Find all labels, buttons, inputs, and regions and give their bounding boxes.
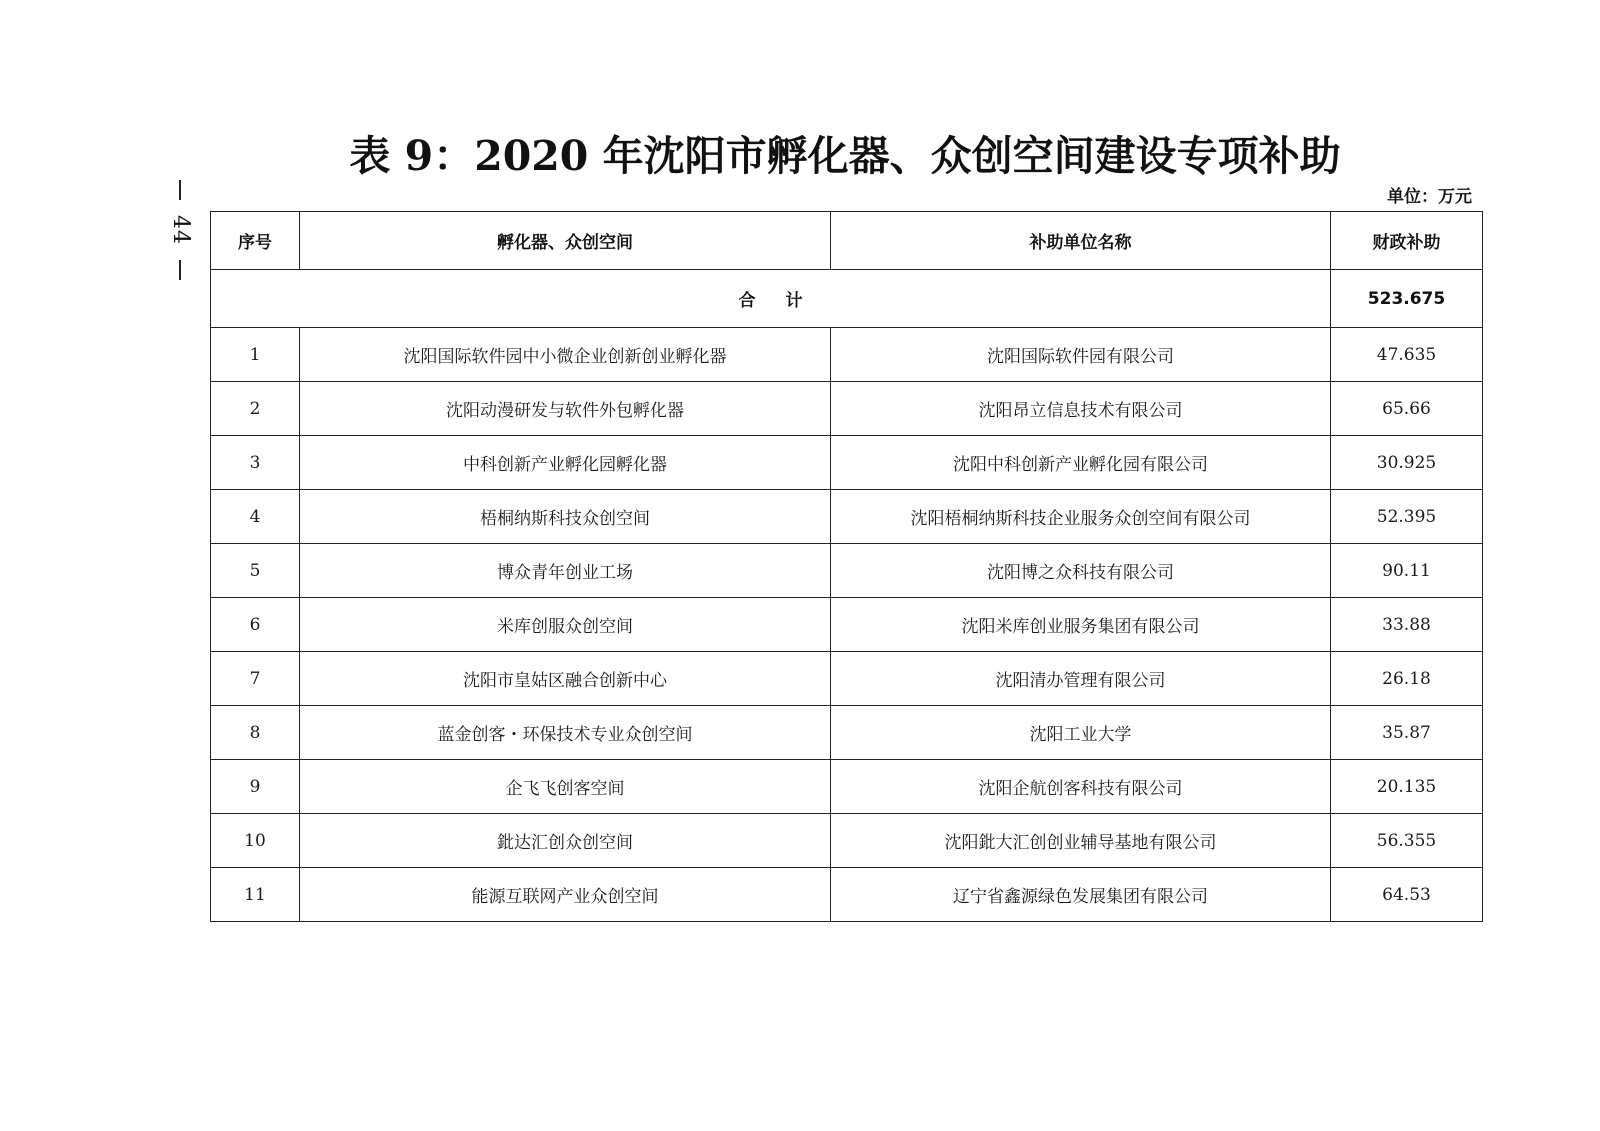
row-amount: 35.87: [1331, 706, 1483, 760]
row-space: 梧桐纳斯科技众创空间: [300, 490, 831, 544]
page-number-dash-top: [179, 180, 181, 200]
page-number: [160, 180, 200, 280]
row-index: 4: [211, 490, 300, 544]
row-index: 9: [211, 760, 300, 814]
total-label: 合计: [738, 291, 833, 311]
header-space: 孵化器、众创空间: [300, 212, 831, 270]
row-amount: 20.135: [1331, 760, 1483, 814]
row-index: 10: [211, 814, 300, 868]
row-space: 企飞飞创客空间: [300, 760, 831, 814]
row-index: 7: [211, 652, 300, 706]
unit-label: 单位：万元: [1387, 187, 1472, 207]
grants-table: [210, 211, 1483, 922]
row-index: 11: [211, 868, 300, 922]
row-unit: 沈阳米库创业服务集团有限公司: [831, 598, 1331, 652]
header-amount: 财政补助: [1331, 212, 1483, 270]
row-unit: 沈阳国际软件园有限公司: [831, 328, 1331, 382]
row-space: 沈阳国际软件园中小微企业创新创业孵化器: [300, 328, 831, 382]
row-space: 蓝金创客・环保技术专业众创空间: [300, 706, 831, 760]
table-row: [211, 814, 1483, 868]
row-space: 米库创服众创空间: [300, 598, 831, 652]
row-index: 1: [211, 328, 300, 382]
row-amount: 33.88: [1331, 598, 1483, 652]
row-index: 8: [211, 706, 300, 760]
header-index: 序号: [211, 212, 300, 270]
row-space: 沈阳市皇姑区融合创新中心: [300, 652, 831, 706]
row-space: 鈚达汇创众创空间: [300, 814, 831, 868]
row-amount: 64.53: [1331, 868, 1483, 922]
table-row: [211, 544, 1483, 598]
row-amount: 56.355: [1331, 814, 1483, 868]
table-row: [211, 868, 1483, 922]
table-row: [211, 760, 1483, 814]
row-index: 2: [211, 382, 300, 436]
row-space: 能源互联网产业众创空间: [300, 868, 831, 922]
row-amount: 52.395: [1331, 490, 1483, 544]
table-row: [211, 706, 1483, 760]
row-unit: 沈阳鈚大汇创创业辅导基地有限公司: [831, 814, 1331, 868]
table-header-row: [211, 212, 1483, 270]
page-number-dash-bottom: [179, 260, 181, 280]
row-index: 3: [211, 436, 300, 490]
row-unit: 沈阳梧桐纳斯科技企业服务众创空间有限公司: [831, 490, 1331, 544]
row-space: 沈阳动漫研发与软件外包孵化器: [300, 382, 831, 436]
row-amount: 65.66: [1331, 382, 1483, 436]
row-index: 6: [211, 598, 300, 652]
row-space: 中科创新产业孵化园孵化器: [300, 436, 831, 490]
row-unit: 沈阳清办管理有限公司: [831, 652, 1331, 706]
table-row: [211, 328, 1483, 382]
header-unit: 补助单位名称: [831, 212, 1331, 270]
row-index: 5: [211, 544, 300, 598]
row-amount: 26.18: [1331, 652, 1483, 706]
row-amount: 47.635: [1331, 328, 1483, 382]
total-label-cell: [211, 270, 1331, 328]
page-number-text: 44: [168, 215, 193, 245]
row-amount: 30.925: [1331, 436, 1483, 490]
row-unit: 辽宁省鑫源绿色发展集团有限公司: [831, 868, 1331, 922]
row-space: 博众青年创业工场: [300, 544, 831, 598]
row-unit: 沈阳工业大学: [831, 706, 1331, 760]
total-row: [211, 270, 1483, 328]
table-row: [211, 436, 1483, 490]
table-row: [211, 652, 1483, 706]
row-unit: 沈阳中科创新产业孵化园有限公司: [831, 436, 1331, 490]
row-unit: 沈阳企航创客科技有限公司: [831, 760, 1331, 814]
row-amount: 90.11: [1331, 544, 1483, 598]
total-value: 523.675: [1331, 270, 1483, 328]
row-unit: 沈阳昂立信息技术有限公司: [831, 382, 1331, 436]
row-unit: 沈阳博之众科技有限公司: [831, 544, 1331, 598]
table-row: [211, 598, 1483, 652]
table-row: [211, 382, 1483, 436]
document-title: 表 9：2020 年沈阳市孵化器、众创空间建设专项补助: [349, 132, 1341, 180]
table-row: [211, 490, 1483, 544]
